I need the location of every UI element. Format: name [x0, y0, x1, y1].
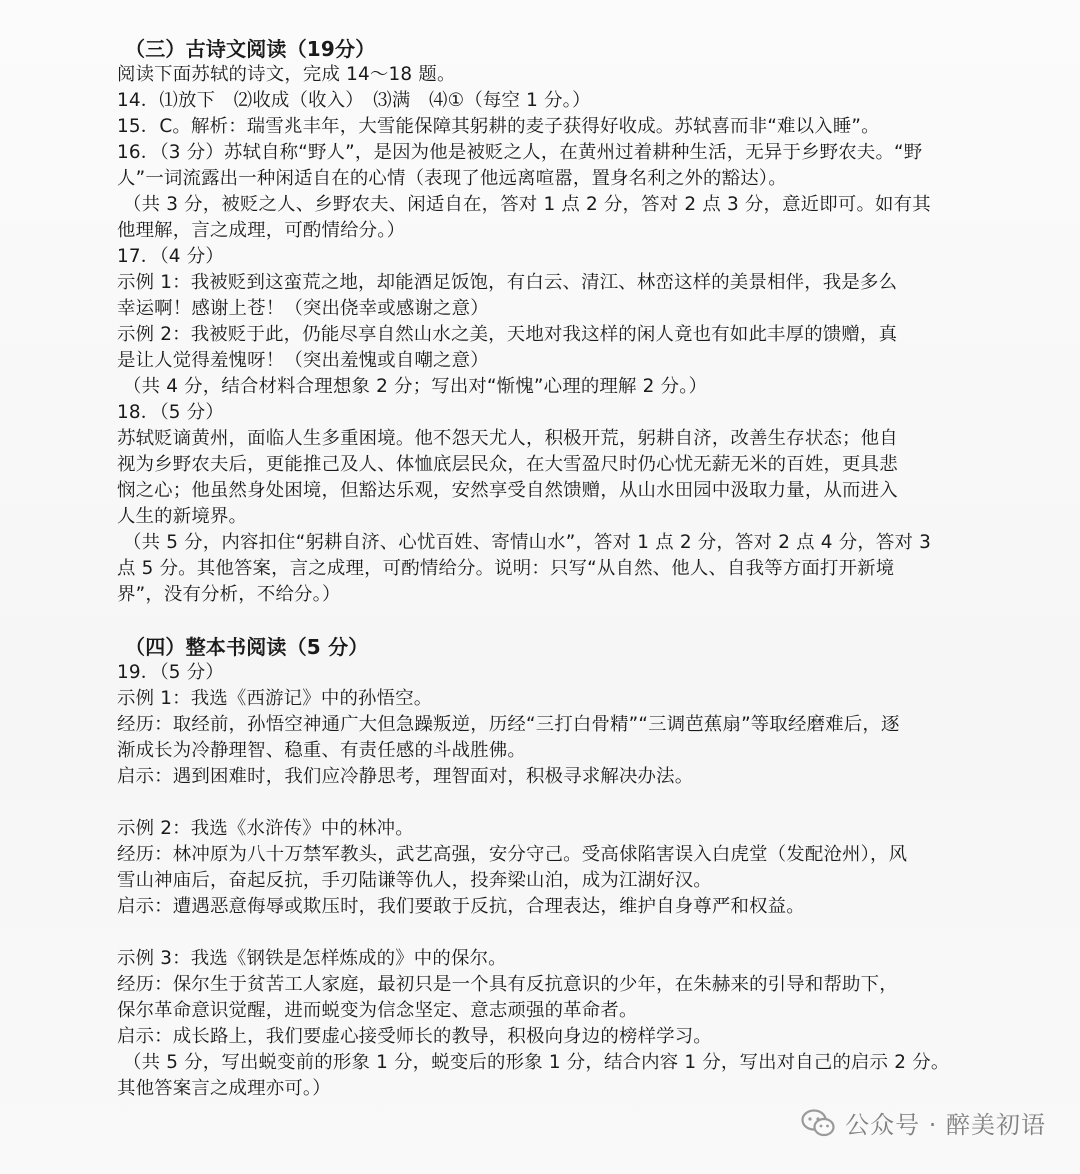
q17-line-2: 幸运啊！感谢上苍！（突出侥幸或感谢之意） — [117, 298, 489, 319]
q18-line-5: （共 5 分，内容扣住“躬耕自济、心忧百姓、寄情山水”，答对 1 点 2 分，答对 2 点 4 分，答对 3 — [123, 532, 932, 553]
q18-head: 18．（5 分） — [117, 402, 224, 423]
q19-score-line-1: （共 5 分，写出蜕变前的形象 1 分，蜕变后的形象 1 分，结合内容 1 分，写出对自己的启示 2 分。 — [123, 1052, 950, 1073]
example-gap — [117, 790, 967, 816]
example2-line-1: 示例 2：我选《水浒传》中的林冲。 — [117, 818, 414, 839]
q17-head: 17．（4 分） — [117, 246, 224, 267]
watermark-text: 公众号 · 醉美初语 — [845, 1111, 1046, 1139]
example2-line-3: 雪山神庙后，奋起反抗，手刃陆谦等仇人，投奔梁山泊，成为江湖好汉。 — [117, 870, 712, 891]
q15-answer: 15．C。解析：瑞雪兆丰年，大雪能保障其躬耕的麦子获得好收成。苏轼喜而非“难以入睡”。 — [117, 116, 880, 137]
answer-content — [117, 36, 967, 1102]
example-gap — [117, 920, 967, 946]
section4-title: （四）整本书阅读（5 分） — [125, 635, 369, 659]
example1-line-2: 经历：取经前，孙悟空神通广大但急躁叛逆，历经“三打白骨精”“三调芭蕉扇”等取经磨难后，逐 — [117, 714, 900, 735]
q16-line-4: 他理解，言之成理，可酌情给分。） — [117, 220, 406, 241]
wechat-icon — [801, 1108, 835, 1138]
example3-line-1: 示例 3：我选《钢铁是怎样炼成的》中的保尔。 — [117, 948, 507, 969]
example2-line-2: 经历：林冲原为八十万禁军教头，武艺高强，安分守己。受高俅陷害误入白虎堂（发配沧州），风 — [117, 844, 908, 865]
watermark — [801, 1105, 1046, 1140]
q16-line-2: 人”一词流露出一种闲适自在的心情（表现了他远离喧嚣，置身名利之外的豁达）。 — [117, 168, 787, 189]
q14-answer: 14．⑴放下 ⑵收成（收入） ⑶满 ⑷①（每空 1 分。） — [117, 90, 591, 111]
example3-line-2: 经历：保尔生于贫苦工人家庭，最初只是一个具有反抗意识的少年，在朱赫来的引导和帮助下， — [117, 974, 898, 995]
example2-line-4: 启示：遭遇恶意侮辱或欺压时，我们要敢于反抗，合理表达，维护自身尊严和权益。 — [117, 896, 805, 917]
example1-line-1: 示例 1：我选《西游记》中的孙悟空。 — [117, 688, 433, 709]
q19-score-line-2: 其他答案言之成理亦可。） — [117, 1078, 331, 1099]
q18-line-1: 苏轼贬谪黄州，面临人生多重困境。他不怨天尤人，积极开荒，躬耕自济，改善生存状态；他自 — [117, 428, 898, 449]
q17-line-3: 示例 2：我被贬于此，仍能尽享自然山水之美，天地对我这样的闲人竟也有如此丰厚的馈赠，真 — [117, 324, 898, 345]
example1-line-3: 渐成长为冷静理智、稳重、有责任感的斗战胜佛。 — [117, 740, 526, 761]
section3-title: （三）古诗文阅读（19分） — [125, 37, 376, 61]
q17-line-5: （共 4 分，结合材料合理想象 2 分；写出对“惭愧”心理的理解 2 分。） — [123, 376, 708, 397]
example3-line-4: 启示：成长路上，我们要虚心接受师长的教导，积极向身边的榜样学习。 — [117, 1026, 712, 1047]
q18-line-7: 界”，没有分析，不给分。） — [117, 584, 341, 605]
q19-head: 19．（5 分） — [117, 662, 224, 683]
q18-line-6: 点 5 分。其他答案，言之成理，可酌情给分。说明：只写“从自然、他人、自我等方面打开新境 — [117, 558, 895, 579]
example3-line-3: 保尔革命意识觉醒，进而蜕变为信念坚定、意志顽强的革命者。 — [117, 1000, 638, 1021]
q18-line-4: 人生的新境界。 — [117, 506, 248, 527]
q18-line-3: 悯之心；他虽然身处困境，但豁达乐观，安然享受自然馈赠，从山水田园中汲取力量，从而进入 — [117, 480, 898, 501]
q17-line-4: 是让人觉得羞愧呀！（突出羞愧或自嘲之意） — [117, 350, 489, 371]
example1-line-4: 启示：遇到困难时，我们应冷静思考，理智面对，积极寻求解决办法。 — [117, 766, 694, 787]
q17-line-1: 示例 1：我被贬到这蛮荒之地，却能酒足饭饱，有白云、清江、林峦这样的美景相伴，我是多么 — [117, 272, 898, 293]
q18-line-2: 视为乡野农夫后，更能推己及人、体恤底层民众，在大雪盈尺时仍心忧无薪无米的百姓，更具悲 — [117, 454, 898, 475]
section-gap — [117, 608, 967, 634]
q16-line-3: （共 3 分，被贬之人、乡野农夫、闲适自在，答对 1 点 2 分，答对 2 点 3 分，意近即可。如有其 — [123, 194, 931, 215]
q16-line-1: 16．（3 分）苏轼自称“野人”，是因为他是被贬之人，在黄州过着耕种生活，无异于乡野农夫。“野 — [117, 142, 923, 163]
section3-intro: 阅读下面苏轼的诗文，完成 14～18 题。 — [117, 64, 456, 85]
